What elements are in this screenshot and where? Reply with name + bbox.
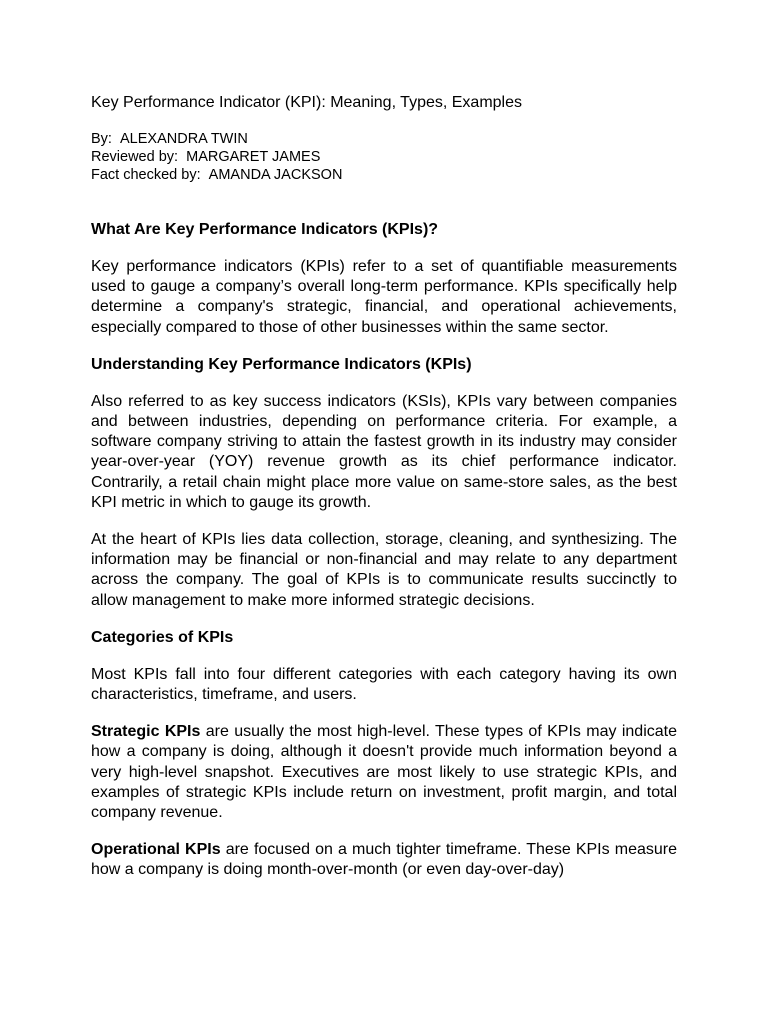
document-title: Key Performance Indicator (KPI): Meaning, Types, Examples (91, 94, 523, 111)
author-label: By: (91, 131, 112, 147)
reviewer-name: MARGARET JAMES (186, 149, 321, 165)
section-categories-of-kpis (91, 628, 677, 881)
operational-kpis-text: are focused on a much tighter timeframe. These KPIs measure how a company is doing month-over-month (or even day-over-day) (91, 841, 677, 879)
section-heading: Categories of KPIs (91, 628, 234, 646)
reviewer-line (91, 148, 677, 166)
operational-kpis-term: Operational KPIs (91, 841, 221, 859)
author-line (91, 130, 677, 148)
strategic-kpis-paragraph (91, 722, 677, 823)
paragraph: Most KPIs fall into four different categories with each category having its own characteristics, timeframe, and users. (91, 665, 677, 704)
paragraph: Key performance indicators (KPIs) refer to a set of quantifiable measurements used to gauge a company’s overall long-term performance. KPIs specifically help determine a company's strategic, financial, and operational achievements, especially compared to those of other businesses within the same sector. (91, 258, 677, 336)
fact-checker-name: AMANDA JACKSON (208, 167, 343, 183)
reviewer-label: Reviewed by: (91, 149, 179, 165)
section-what-are-kpis (91, 220, 677, 338)
fact-checker-label: Fact checked by: (91, 167, 201, 183)
operational-kpis-paragraph (91, 840, 677, 880)
section-understanding-kpis (91, 355, 677, 611)
strategic-kpis-text: are usually the most high-level. These types of KPIs may indicate how a company is doing, although it doesn't provide much information beyond a very high-level snapshot. Executives are most likely to use strategic KPIs, and examples of strategic KPIs include return on investment, profit margin, and total company revenue. (91, 723, 678, 822)
paragraph: At the heart of KPIs lies data collection, storage, cleaning, and synthesizing. The information may be financial or non-financial and may relate to any department across the company. The goal of KPIs is to communicate results succinctly to allow management to make more informed strategic decisions. (91, 531, 677, 609)
section-heading: What Are Key Performance Indicators (KPIs)? (91, 221, 439, 238)
byline (91, 130, 677, 184)
author-name: ALEXANDRA TWIN (120, 131, 248, 147)
section-heading: Understanding Key Performance Indicators (KPIs) (91, 355, 472, 373)
strategic-kpis-term: Strategic KPIs (91, 723, 201, 741)
paragraph: Also referred to as key success indicators (KSIs), KPIs vary between companies and between industries, depending on performance criteria. For example, a software company striving to attain the fastest growth in its industry may consider year-over-year (YOY) revenue growth as its chief performance indicator. Contrarily, a retail chain might place more value on same-store sales, as the best KPI metric in which to gauge its growth. (91, 392, 677, 511)
fact-checker-line (91, 166, 677, 184)
